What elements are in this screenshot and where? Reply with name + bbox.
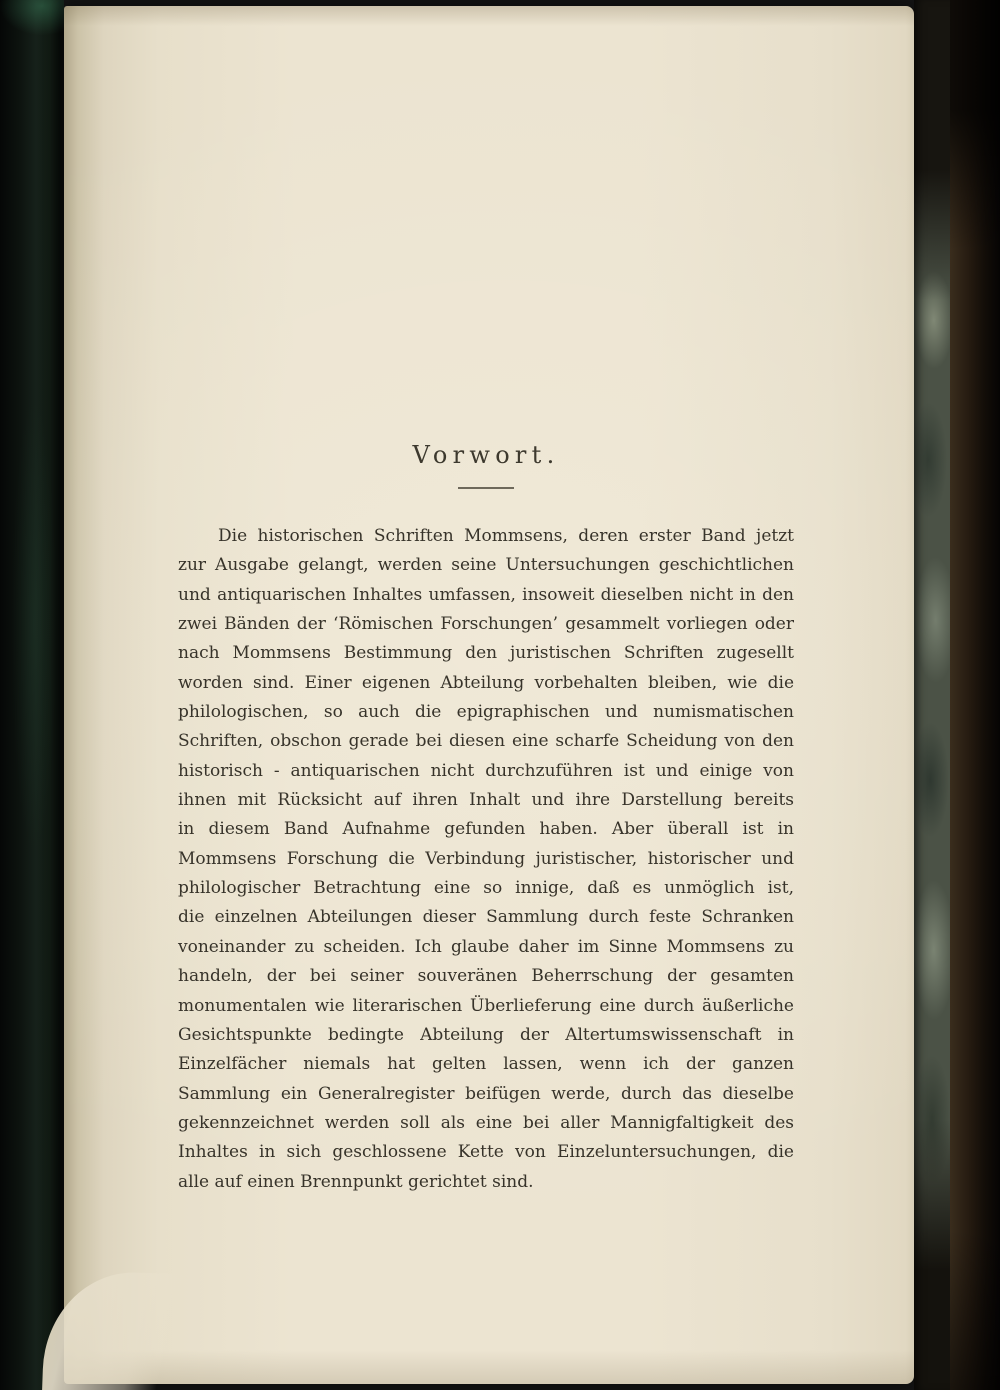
paragraph-line: historisch - antiquarischen nicht durchzuführen ist und einige von — [178, 760, 794, 781]
paragraph-line: zur Ausgabe gelangt, werden seine Untersuchungen geschichtlichen — [178, 555, 794, 576]
paragraph-line: Inhaltes in sich geschlossene Kette von Einzeluntersuchungen, die — [178, 1142, 794, 1163]
paragraph-line: Schriften, obschon gerade bei diesen eine scharfe Scheidung von den — [178, 731, 794, 752]
paragraph-line: die einzelnen Abteilungen dieser Sammlung durch feste Schranken — [178, 907, 794, 928]
book-spine — [0, 0, 64, 1390]
paragraph-line: monumentalen wie literarischen Überlieferung eine durch äußerliche — [178, 995, 794, 1016]
paragraph-line: Sammlung ein Generalregister beifügen werde, durch das dieselbe — [178, 1083, 794, 1104]
book-page — [64, 6, 914, 1384]
paragraph-line: philologischen, so auch die epigraphischen und numismatischen — [178, 702, 794, 723]
heading-divider — [458, 487, 514, 489]
paragraph-line: zwei Bänden der ‘Römischen Forschungen’ gesammelt vorliegen oder — [178, 614, 794, 635]
marbled-endpaper — [914, 0, 950, 1390]
book-cover-edge — [950, 0, 1000, 1390]
paragraph-line: Die historischen Schriften Mommsens, deren erster Band jetzt — [218, 526, 794, 546]
paragraph-line: philologischer Betrachtung eine so innige, daß es unmöglich ist, — [178, 878, 794, 899]
paragraph-line: Mommsens Forschung die Verbindung juristischer, historischer und — [178, 848, 794, 869]
paragraph-line: und antiquarischen Inhaltes umfassen, insoweit dieselben nicht in den — [178, 584, 794, 605]
paragraph-line: voneinander zu scheiden. Ich glaube daher im Sinne Mommsens zu — [178, 936, 794, 957]
page-title: Vorwort. — [412, 441, 560, 469]
paragraph-line: Einzelfächer niemals hat gelten lassen, wenn ich der ganzen — [178, 1054, 794, 1075]
paragraph-line: Gesichtspunkte bedingte Abteilung der Altertumswissenschaft in — [178, 1024, 794, 1045]
paragraph-line: nach Mommsens Bestimmung den juristischen Schriften zugesellt — [178, 643, 794, 664]
preface-paragraph — [178, 522, 794, 1197]
paragraph-line: in diesem Band Aufnahme gefunden haben. Aber überall ist in — [178, 819, 794, 840]
paragraph-line: gekennzeichnet werden soll als eine bei aller Mannigfaltigkeit des — [178, 1112, 794, 1133]
paragraph-line: ihnen mit Rücksicht auf ihren Inhalt und ihre Darstellung bereits — [178, 790, 794, 811]
paragraph-line: alle auf einen Brennpunkt gerichtet sind. — [178, 1171, 534, 1192]
paragraph-line: handeln, der bei seiner souveränen Beherrschung der gesamten — [178, 966, 794, 987]
paragraph-line: worden sind. Einer eigenen Abteilung vorbehalten bleiben, wie die — [178, 672, 794, 693]
page-content — [64, 6, 914, 1197]
